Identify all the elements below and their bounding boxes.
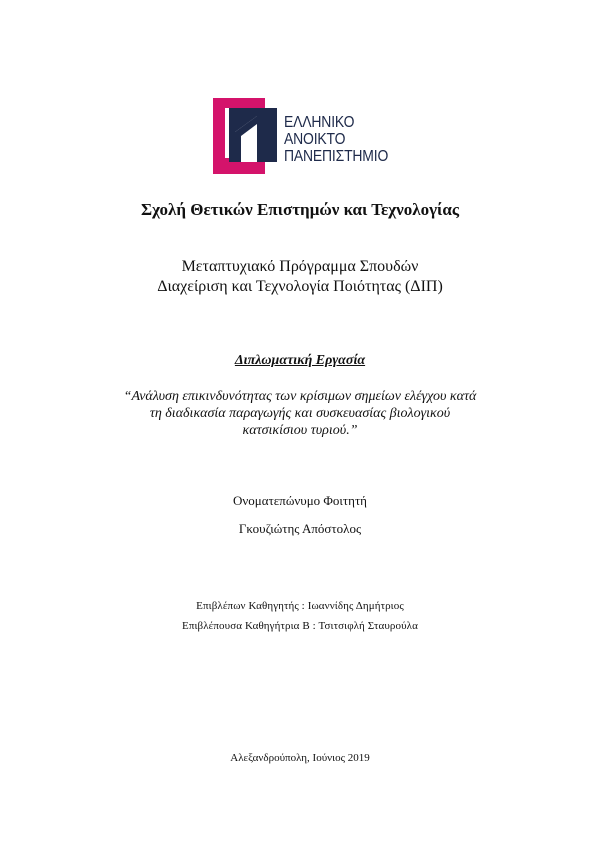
primary-supervisor: Επιβλέπων Καθηγητής : Ιωαννίδης Δημήτριος [196,600,404,612]
thesis-title-line-2: τη διαδικασία παραγωγής και συσκευασίας βιολογικού [149,406,451,421]
university-name-line-3: ΠΑΝΕΠΙΣΤΗΜΙΟ [284,148,389,165]
program-line-2: Διαχείριση και Τεχνολογία Ποιότητας (ΔΙΠ) [157,278,443,295]
thesis-title-line-1: “Ανάλυση επικινδυνότητας των κρίσιμων σημείων ελέγχου κατά [123,389,477,404]
thesis-label: Διπλωματική Εργασία [234,353,366,368]
program-name [0,257,600,297]
university-logo-emblem [213,98,279,174]
university-name-line-1: ΕΛΛΗΝΙΚΟ [284,114,355,131]
thesis-title-line-3: κατσικίσιου τυριού.” [242,423,358,438]
university-name [284,114,388,165]
place-and-date: Αλεξανδρούπολη, Ιούνιος 2019 [230,752,370,764]
student-label: Ονοματεπώνυμο Φοιτητή [233,493,367,508]
program-line-1: Μεταπτυχιακό Πρόγραμμα Σπουδών [181,258,419,275]
school-name: Σχολή Θετικών Επιστημών και Τεχνολογίας [140,200,459,219]
secondary-supervisor: Επιβλέπουσα Καθηγήτρια Β : Τσιτσιφλή Σταυρούλα [182,620,418,632]
university-name-line-2: ΑΝΟΙΚΤΟ [284,131,346,148]
thesis-title [0,388,600,439]
university-logo [213,98,423,174]
student-name: Γκουζιώτης Απόστολος [238,521,362,536]
